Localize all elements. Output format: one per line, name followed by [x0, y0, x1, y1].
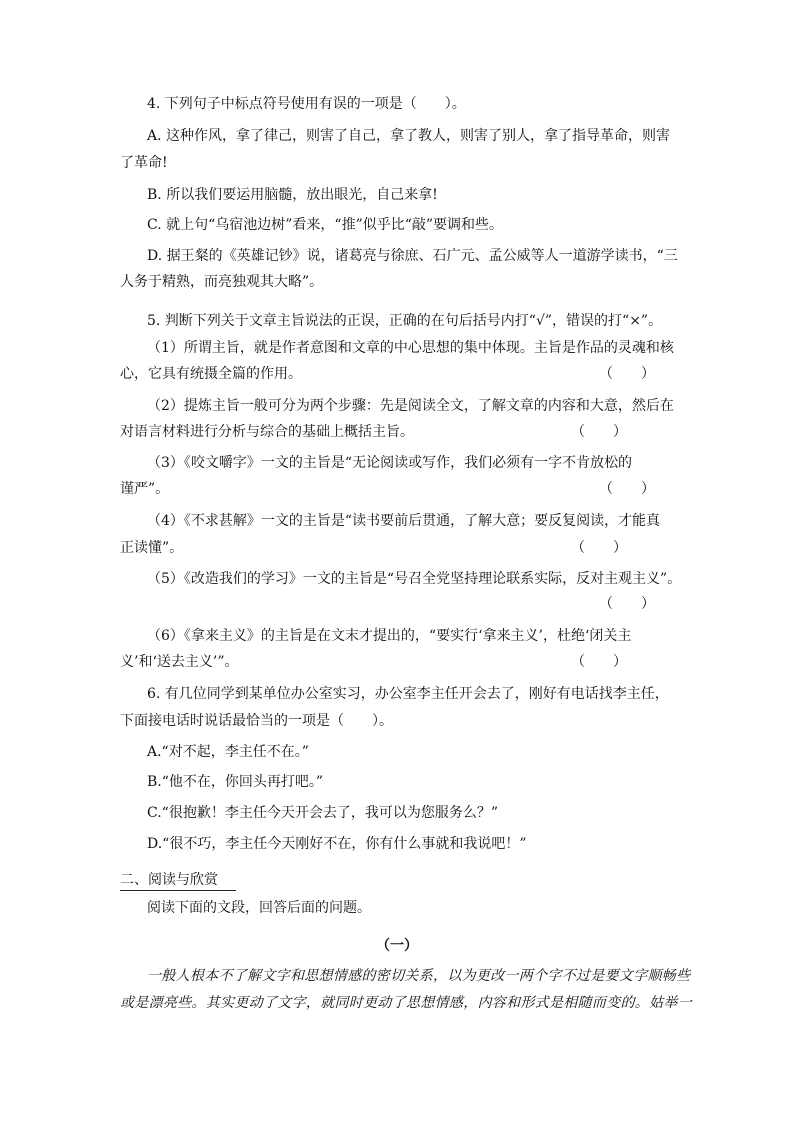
- q6-stem-line1: 6. 有几位同学到某单位办公室实习，办公室李主任开会去了，刚好有电话找李主任，: [147, 686, 669, 702]
- q4-option-a-line1: A. 这种作风，拿了律己，则害了自己，拿了教人，则害了别人，拿了指导革命，则害: [147, 128, 671, 144]
- q4-option-a-line2: 了革命!: [120, 155, 168, 171]
- q4-option-d-line2: 人务于精熟，而亮独观其大略”。: [120, 274, 324, 290]
- section-intro: 阅读下面的文段，回答后面的问题。: [147, 900, 371, 916]
- q5-item3-line2: 谨严”。: [120, 481, 170, 497]
- q5-item5-line1: （5）《改造我们的学习》一文的主旨是“号召全党坚持理论联系实际，反对主观主义”。: [147, 571, 682, 587]
- passage-line1: 一般人根本不了解文字和思想情感的密切关系，以为更改一两个字不过是要文字顺畅些: [147, 968, 691, 984]
- q6-stem-line2: 下面接电话时说话最恰当的一项是（ ）。: [120, 713, 393, 729]
- q5-item2-answer-paren: （ ）: [571, 424, 627, 440]
- q5-item1-line2: 心，它具有统摄全篇的作用。: [120, 366, 302, 382]
- q5-item1-line1: （1）所谓主旨，就是作者意图和文章的中心思想的集中体现。主旨是作品的灵魂和核: [147, 340, 674, 356]
- q4-stem: 4. 下列句子中标点符号使用有误的一项是（ ）。: [147, 96, 466, 112]
- q4-option-d-line1: D. 据王粲的《英雄记钞》说，诸葛亮与徐庶、石广元、孟公威等人一道游学读书，“三: [147, 248, 678, 264]
- q5-stem: 5. 判断下列关于文章主旨说法的正误，正确的在句后括号内打“√”，错误的打“×”。: [147, 313, 663, 329]
- q5-item5-answer-paren: （ ）: [599, 596, 655, 612]
- q5-item4-answer-paren: （ ）: [571, 540, 627, 556]
- q5-item3-answer-paren: （ ）: [599, 481, 655, 497]
- q5-item2-line2: 对语言材料进行分析与综合的基础上概括主旨。: [120, 424, 414, 440]
- passage-part-label: （一）: [376, 938, 418, 954]
- section-title: 二、阅读与欣赏: [120, 872, 218, 888]
- q5-item6-line1: （6）《拿来主义》的主旨是在文末才提出的，“要实行‘拿来主义’，杜绝‘闭关主: [147, 628, 632, 644]
- q5-item3-line1: （3）《咬文嚼字》一文的主旨是“无论阅读或写作，我们必须有一字不肯放松的: [147, 455, 633, 471]
- q5-item1-answer-paren: （ ）: [599, 366, 655, 382]
- q5-item2-line1: （2）提炼主旨一般可分为两个步骤：先是阅读全文，了解文章的内容和大意，然后在: [147, 398, 674, 414]
- q4-option-b: B. 所以我们要运用脑髓，放出眼光，自己来拿!: [147, 187, 438, 203]
- section-title-underline: [120, 890, 236, 891]
- q5-item4-line1: （4）《不求甚解》一文的主旨是“读书要前后贯通，了解大意；要反复阅读，才能真: [147, 513, 661, 529]
- q5-item6-line2: 义’和‘送去主义’”。: [120, 654, 239, 670]
- q6-option-d: D.“很不巧，李主任今天刚好不在，你有什么事就和我说吧！”: [147, 836, 527, 852]
- q6-option-b: B.“他不在，你回头再打吧。”: [147, 774, 324, 790]
- q5-item6-answer-paren: （ ）: [571, 654, 627, 670]
- q5-item4-line2: 正读懂”。: [120, 540, 184, 556]
- q4-option-c: C. 就上句“乌宿池边树”看来，“推”似乎比“敲”要调和些。: [147, 217, 504, 233]
- q6-option-c: C.“很抱歉！李主任今天开会去了，我可以为您服务么？”: [147, 805, 498, 821]
- passage-line2: 或是漂亮些。其实更动了文字，就同时更动了思想情感，内容和形式是相随而变的。姑举一: [120, 995, 692, 1011]
- q6-option-a: A.“对不起，李主任不在。”: [147, 744, 309, 760]
